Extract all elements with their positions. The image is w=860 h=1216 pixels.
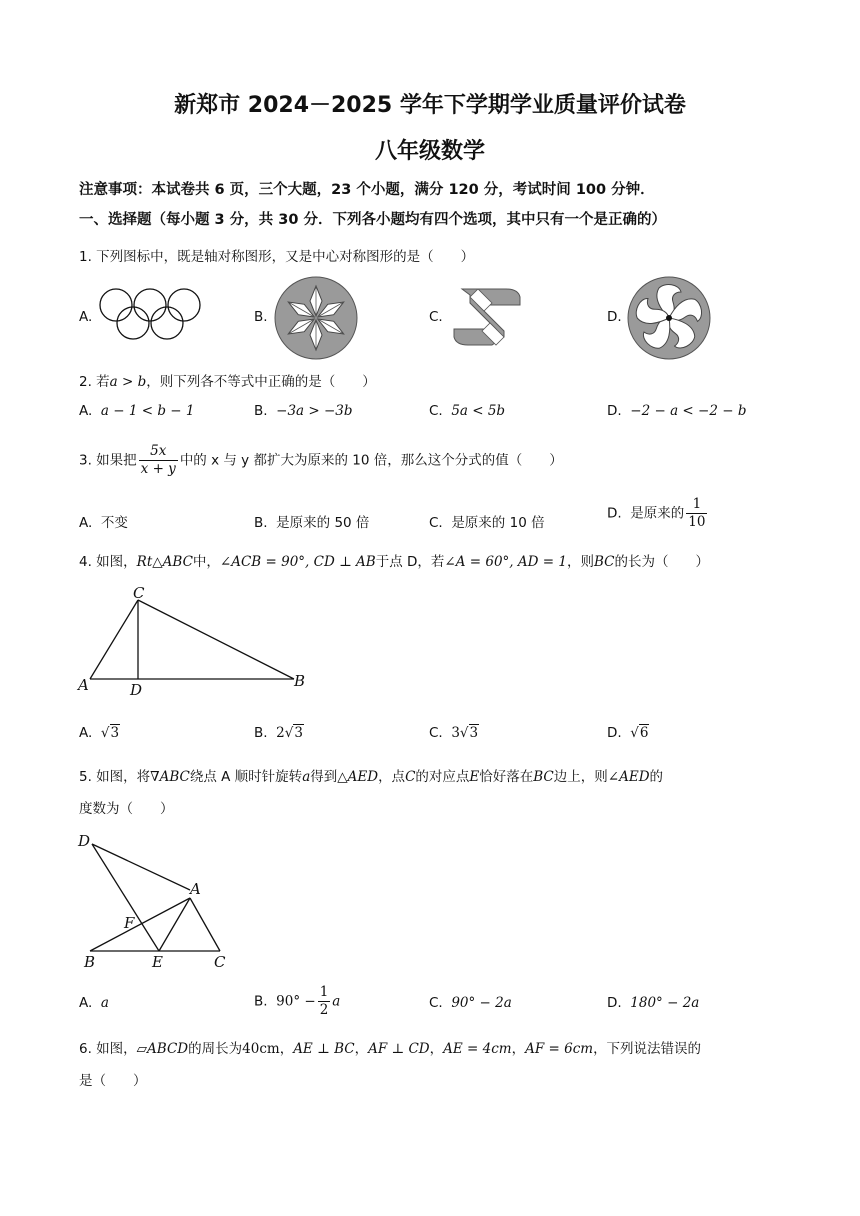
q3-fraction: $\frac{5x}{x + y}$ (140, 443, 176, 477)
q5-label-a: A (190, 880, 201, 898)
q1-option-d-label: D. (607, 309, 622, 325)
q3-option-b: B. 是原来的 50 倍 (254, 515, 370, 531)
q4-stem: 4. 如图，Rt△ABC中，∠ACB = 90°, CD ⊥ AB于点 D，若∠A = 60°, AD = 1，则BC的长为（ ） (79, 554, 709, 570)
q1-option-c-label: C. (429, 309, 443, 325)
q1-option-c-icon (448, 277, 528, 361)
q4-label-c: C (133, 584, 145, 602)
q2-option-c: C. 5a < 5b (429, 403, 506, 419)
q1-option-b-icon (273, 275, 359, 365)
q2-option-a: A. a − 1 < b − 1 (79, 403, 195, 419)
q5-option-c: C. 90° − 2a (429, 995, 512, 1011)
q5-option-b: B. 90° − $\frac{1}{2}$ a (254, 984, 341, 1018)
q1-stem: 1. 下列图标中，既是轴对称图形，又是中心对称图形的是（ ） (79, 249, 475, 265)
q4-figure (72, 580, 322, 704)
q5-label-f: F (124, 914, 135, 932)
q5-option-d: D. 180° − 2a (607, 995, 700, 1011)
exam-subtitle: 八年级数学 (374, 139, 485, 164)
q1-option-a-icon (98, 287, 203, 351)
q5-label-c: C (214, 953, 226, 971)
q5-option-b-fraction: $\frac{1}{2}$ (319, 984, 329, 1018)
q5-label-d: D (78, 832, 91, 850)
q1-option-a-label: A. (79, 309, 93, 325)
q1-option-d-icon (626, 275, 712, 365)
exam-title: 新郑市 2024－2025 学年下学期学业质量评价试卷 (174, 93, 686, 118)
q5-stem: 5. 如图，将∇ABC绕点 A 顺时针旋转a得到△AED，点C的对应点E恰好落在BC边上，则∠AED的 (79, 769, 664, 785)
q2-option-b: B. −3a > −3b (254, 403, 353, 419)
q4-option-b: B. 2√3 (254, 725, 303, 741)
q1-option-b-label: B. (254, 309, 268, 325)
q2-option-d: D. −2 − a < −2 − b (607, 403, 747, 419)
q5-figure (72, 828, 242, 977)
q4-label-a: A (78, 676, 89, 694)
q4-option-a: A. √3 (79, 725, 120, 741)
q3-stem: 3. 如果把 $\frac{5x}{x + y}$ 中的 x 与 y 都扩大为原来的 10 倍，那么这个分式的值（ ） (79, 443, 563, 477)
q5-stem-line2: 度数为（ ） (79, 801, 174, 817)
q6-stem: 6. 如图，▱ABCD的周长为40cm，AE ⊥ BC，AF ⊥ CD，AE = 4cm，AF = 6cm，下列说法错误的 (79, 1041, 702, 1057)
notice: 注意事项：本试卷共 6 页，三个大题，23 个小题，满分 120 分，考试时间 100 分钟． (79, 182, 655, 198)
section-heading: 一、选择题（每小题 3 分，共 30 分．下列各小题均有四个选项，其中只有一个是正确的） (79, 212, 666, 228)
q5-label-e: E (152, 953, 163, 971)
q3-option-c: C. 是原来的 10 倍 (429, 515, 545, 531)
q6-stem-line2: 是（ ） (79, 1073, 147, 1089)
q5-label-b: B (84, 953, 96, 971)
q2-stem: 2. 若a > b，则下列各不等式中正确的是（ ） (79, 374, 376, 390)
q3-option-d-fraction: $\frac{1}{10}$ (688, 496, 706, 530)
q3-option-a: A. 不变 (79, 515, 128, 531)
q3-option-d: D. 是原来的 $\frac{1}{10}$ (607, 496, 706, 530)
q4-label-d: D (130, 681, 143, 699)
q4-option-c: C. 3√3 (429, 725, 479, 741)
q4-option-d: D. √6 (607, 725, 649, 741)
q4-label-b: B (294, 672, 306, 690)
q5-option-a: A. a (79, 995, 109, 1011)
